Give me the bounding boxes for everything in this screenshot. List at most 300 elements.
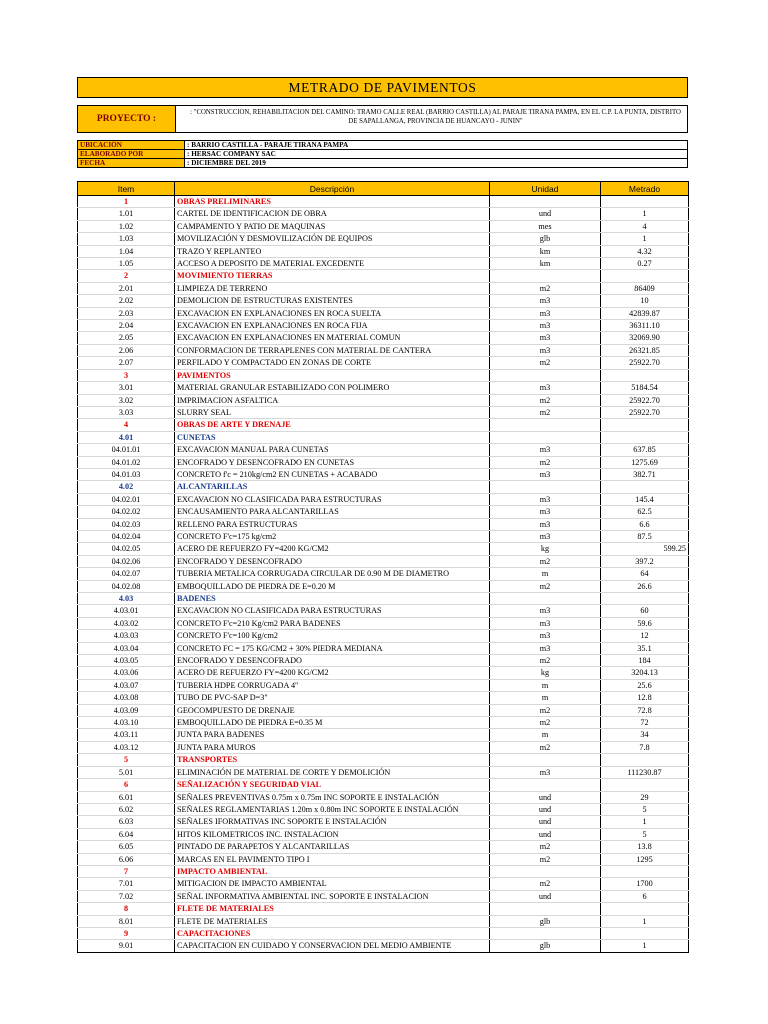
- cell-metrado: 184: [601, 655, 689, 667]
- table-row: [78, 816, 689, 828]
- cell-metrado: [601, 903, 689, 915]
- table-row: [78, 245, 689, 257]
- cell-metrado: 5: [601, 828, 689, 840]
- cell-metrado: 599.25: [601, 543, 689, 555]
- cell-unidad: m2: [490, 282, 601, 294]
- cell-unidad: m3: [490, 617, 601, 629]
- info-row-elaborado: [78, 150, 688, 159]
- cell-item: 4.03.05: [78, 655, 175, 667]
- cell-metrado: 7.8: [601, 741, 689, 753]
- cell-item: 1.04: [78, 245, 175, 257]
- project-label: PROYECTO :: [78, 106, 176, 132]
- cell-descripcion: SEÑALES REGLAMENTARIAS 1.20m x 0.80m INC SOPORTE E INSTALACIÓN: [175, 803, 490, 815]
- cell-descripcion: DEMOLICION DE ESTRUCTURAS EXISTENTES: [175, 295, 490, 307]
- cell-unidad: m2: [490, 717, 601, 729]
- cell-metrado: 6.6: [601, 518, 689, 530]
- cell-item: 9: [78, 927, 175, 939]
- cell-unidad: m2: [490, 406, 601, 418]
- cell-descripcion: CARTEL DE IDENTIFICACION DE OBRA: [175, 208, 490, 220]
- cell-unidad: m3: [490, 307, 601, 319]
- cell-item: 6.05: [78, 841, 175, 853]
- cell-descripcion: ELIMINACIÓN DE MATERIAL DE CORTE Y DEMOLICIÓN: [175, 766, 490, 778]
- cell-metrado: 1700: [601, 878, 689, 890]
- subsection-row: [78, 593, 689, 605]
- info-key: FECHA: [78, 159, 185, 168]
- table-row: [78, 791, 689, 803]
- cell-item: 1.02: [78, 220, 175, 232]
- cell-descripcion: CONCRETO F'c=100 Kg/cm2: [175, 630, 490, 642]
- cell-item: 3: [78, 369, 175, 381]
- cell-unidad: [490, 754, 601, 766]
- cell-unidad: m2: [490, 580, 601, 592]
- cell-metrado: 59.6: [601, 617, 689, 629]
- table-row: [78, 828, 689, 840]
- cell-descripcion: EMBOQUILLADO DE PIEDRA DE E=0.20 M: [175, 580, 490, 592]
- cell-descripcion: TRAZO Y REPLANTEO: [175, 245, 490, 257]
- cell-unidad: kg: [490, 543, 601, 555]
- cell-descripcion: CONCRETO F'c=175 kg/cm2: [175, 530, 490, 542]
- cell-unidad: m3: [490, 382, 601, 394]
- cell-unidad: m2: [490, 853, 601, 865]
- cell-item: 1: [78, 196, 175, 208]
- cell-unidad: m2: [490, 841, 601, 853]
- cell-descripcion: JUNTA PARA BADENES: [175, 729, 490, 741]
- cell-descripcion: SLURRY SEAL: [175, 406, 490, 418]
- cell-item: 7.01: [78, 878, 175, 890]
- table-row: [78, 258, 689, 270]
- cell-descripcion: ENCAUSAMIENTO PARA ALCANTARILLAS: [175, 506, 490, 518]
- cell-metrado: 637.85: [601, 444, 689, 456]
- cell-metrado: 1: [601, 915, 689, 927]
- cell-descripcion: CAMPAMENTO Y PATIO DE MAQUINAS: [175, 220, 490, 232]
- cell-unidad: m3: [490, 630, 601, 642]
- cell-item: 04.01.01: [78, 444, 175, 456]
- cell-descripcion: RELLENO PARA ESTRUCTURAS: [175, 518, 490, 530]
- cell-unidad: [490, 865, 601, 877]
- cell-item: 2.02: [78, 295, 175, 307]
- cell-item: 8: [78, 903, 175, 915]
- cell-descripcion: FLETE DE MATERIALES: [175, 915, 490, 927]
- cell-item: 5.01: [78, 766, 175, 778]
- cell-unidad: [490, 270, 601, 282]
- cell-unidad: und: [490, 828, 601, 840]
- cell-unidad: glb: [490, 940, 601, 952]
- cell-metrado: 36311.10: [601, 320, 689, 332]
- cell-metrado: 0.27: [601, 258, 689, 270]
- cell-descripcion: ENCOFRADO Y DESENCOFRADO: [175, 555, 490, 567]
- cell-metrado: [601, 865, 689, 877]
- table-row: [78, 530, 689, 542]
- cell-descripcion: CAPACITACIONES: [175, 927, 490, 939]
- info-row-fecha: [78, 159, 688, 168]
- cell-item: 04.02.03: [78, 518, 175, 530]
- info-key: UBICACIÓN: [78, 141, 185, 150]
- table-row: [78, 679, 689, 691]
- cell-item: 04.02.01: [78, 493, 175, 505]
- table-row: [78, 580, 689, 592]
- cell-unidad: m2: [490, 878, 601, 890]
- cell-metrado: 35.1: [601, 642, 689, 654]
- cell-item: 4.01: [78, 431, 175, 443]
- cell-descripcion: HITOS KILOMETRICOS INC. INSTALACION: [175, 828, 490, 840]
- cell-unidad: m2: [490, 394, 601, 406]
- cell-metrado: [601, 754, 689, 766]
- cell-unidad: km: [490, 245, 601, 257]
- cell-metrado: 3204.13: [601, 667, 689, 679]
- cell-descripcion: CONFORMACION DE TERRAPLENES CON MATERIAL DE CANTERA: [175, 344, 490, 356]
- table-row: [78, 493, 689, 505]
- cell-item: 3.01: [78, 382, 175, 394]
- cell-descripcion: SEÑALES PREVENTIVAS 0.75m x 0.75m INC SOPORTE E INSTALACIÓN: [175, 791, 490, 803]
- cell-item: 3.02: [78, 394, 175, 406]
- cell-unidad: m2: [490, 456, 601, 468]
- cell-metrado: 4: [601, 220, 689, 232]
- cell-item: 4.03.02: [78, 617, 175, 629]
- cell-unidad: [490, 369, 601, 381]
- cell-unidad: m2: [490, 655, 601, 667]
- column-header-unidad: Unidad: [490, 182, 601, 196]
- cell-descripcion: ACERO DE REFUERZO FY=4200 KG/CM2: [175, 667, 490, 679]
- cell-metrado: [601, 779, 689, 791]
- cell-descripcion: EXCAVACION NO CLASIFICADA PARA ESTRUCTURAS: [175, 605, 490, 617]
- cell-unidad: [490, 419, 601, 431]
- cell-unidad: [490, 481, 601, 493]
- info-value: : DICIEMBRE DEL 2019: [185, 159, 688, 168]
- table-row: [78, 456, 689, 468]
- cell-descripcion: TUBO DE PVC-SAP D=3": [175, 692, 490, 704]
- info-row-ubicacion: [78, 141, 688, 150]
- cell-unidad: m2: [490, 741, 601, 753]
- cell-descripcion: GEOCOMPUESTO DE DRENAJE: [175, 704, 490, 716]
- cell-unidad: [490, 903, 601, 915]
- table-row: [78, 667, 689, 679]
- cell-unidad: m3: [490, 506, 601, 518]
- cell-item: 4.03.12: [78, 741, 175, 753]
- cell-unidad: m3: [490, 444, 601, 456]
- cell-metrado: [601, 431, 689, 443]
- cell-item: 2: [78, 270, 175, 282]
- table-row: [78, 543, 689, 555]
- cell-unidad: [490, 431, 601, 443]
- cell-unidad: m: [490, 692, 601, 704]
- cell-unidad: m3: [490, 518, 601, 530]
- info-value: : BARRIO CASTILLA - PARAJE TIRANA PAMPA: [185, 141, 688, 150]
- cell-descripcion: SEÑALES IFORMATIVAS INC SOPORTE E INSTALACIÓN: [175, 816, 490, 828]
- cell-unidad: kg: [490, 667, 601, 679]
- cell-item: 4.03.09: [78, 704, 175, 716]
- cell-unidad: m3: [490, 642, 601, 654]
- cell-descripcion: PAVIMENTOS: [175, 369, 490, 381]
- cell-metrado: 5: [601, 803, 689, 815]
- cell-metrado: 10: [601, 295, 689, 307]
- cell-metrado: 6: [601, 890, 689, 902]
- cell-item: 4.03.08: [78, 692, 175, 704]
- cell-descripcion: ACERO DE REFUERZO FY=4200 KG/CM2: [175, 543, 490, 555]
- cell-item: 04.02.05: [78, 543, 175, 555]
- cell-metrado: 13.8: [601, 841, 689, 853]
- section-row: [78, 196, 689, 208]
- cell-descripcion: MITIGACION DE IMPACTO AMBIENTAL: [175, 878, 490, 890]
- cell-descripcion: ALCANTARILLAS: [175, 481, 490, 493]
- metrado-table: [77, 181, 689, 953]
- cell-item: 7: [78, 865, 175, 877]
- table-row: [78, 692, 689, 704]
- info-key: ELABORADO POR: [78, 150, 185, 159]
- cell-item: 2.03: [78, 307, 175, 319]
- info-value: : HERSAC COMPANY SAC: [185, 150, 688, 159]
- cell-unidad: m3: [490, 605, 601, 617]
- table-row: [78, 630, 689, 642]
- cell-unidad: [490, 927, 601, 939]
- table-row: [78, 332, 689, 344]
- cell-unidad: und: [490, 890, 601, 902]
- document-title: METRADO DE PAVIMENTOS: [77, 77, 688, 98]
- cell-metrado: 1: [601, 940, 689, 952]
- cell-descripcion: MARCAS EN EL PAVIMENTO TIPO I: [175, 853, 490, 865]
- cell-descripcion: ENCOFRADO Y DESENCOFRADO: [175, 655, 490, 667]
- cell-unidad: und: [490, 803, 601, 815]
- table-row: [78, 282, 689, 294]
- cell-item: 3.03: [78, 406, 175, 418]
- cell-metrado: 1: [601, 233, 689, 245]
- cell-item: 4.03.10: [78, 717, 175, 729]
- table-row: [78, 940, 689, 952]
- cell-descripcion: JUNTA PARA MUROS: [175, 741, 490, 753]
- table-row: [78, 394, 689, 406]
- cell-descripcion: MOVILIZACIÓN Y DESMOVILIZACIÓN DE EQUIPOS: [175, 233, 490, 245]
- cell-unidad: m2: [490, 555, 601, 567]
- table-row: [78, 915, 689, 927]
- cell-item: 6.06: [78, 853, 175, 865]
- cell-unidad: m3: [490, 344, 601, 356]
- cell-item: 4.02: [78, 481, 175, 493]
- cell-item: 4.03.11: [78, 729, 175, 741]
- table-row: [78, 655, 689, 667]
- cell-descripcion: LIMPIEZA DE TERRENO: [175, 282, 490, 294]
- cell-item: 7.02: [78, 890, 175, 902]
- section-row: [78, 369, 689, 381]
- cell-item: 6.04: [78, 828, 175, 840]
- table-row: [78, 518, 689, 530]
- cell-item: 8.01: [78, 915, 175, 927]
- table-row: [78, 853, 689, 865]
- cell-metrado: [601, 419, 689, 431]
- cell-metrado: 87.5: [601, 530, 689, 542]
- cell-descripcion: EXCAVACION EN EXPLANACIONES EN ROCA SUELTA: [175, 307, 490, 319]
- cell-metrado: 4.32: [601, 245, 689, 257]
- cell-item: 4: [78, 419, 175, 431]
- table-row: [78, 890, 689, 902]
- table-row: [78, 444, 689, 456]
- cell-descripcion: FLETE DE MATERIALES: [175, 903, 490, 915]
- table-body: [78, 196, 689, 953]
- cell-metrado: 29: [601, 791, 689, 803]
- cell-metrado: [601, 196, 689, 208]
- cell-unidad: m: [490, 729, 601, 741]
- cell-metrado: 382.71: [601, 468, 689, 480]
- cell-metrado: [601, 927, 689, 939]
- cell-metrado: 111230.87: [601, 766, 689, 778]
- cell-descripcion: CONCRETO F'c=210 Kg/cm2 PARA BADENES: [175, 617, 490, 629]
- cell-metrado: 25.6: [601, 679, 689, 691]
- cell-metrado: 397.2: [601, 555, 689, 567]
- table-row: [78, 233, 689, 245]
- section-row: [78, 754, 689, 766]
- cell-unidad: m3: [490, 468, 601, 480]
- table-row: [78, 344, 689, 356]
- cell-descripcion: IMPRIMACION ASFALTICA: [175, 394, 490, 406]
- cell-descripcion: TRANSPORTES: [175, 754, 490, 766]
- table-row: [78, 307, 689, 319]
- cell-item: 2.04: [78, 320, 175, 332]
- cell-descripcion: EMBOQUILLADO DE PIEDRA E=0.35 M: [175, 717, 490, 729]
- cell-unidad: und: [490, 791, 601, 803]
- cell-descripcion: BADENES: [175, 593, 490, 605]
- cell-item: 2.06: [78, 344, 175, 356]
- table-row: [78, 841, 689, 853]
- table-row: [78, 642, 689, 654]
- cell-descripcion: CONCRETO FC = 175 KG/CM2 + 30% PIEDRA MEDIANA: [175, 642, 490, 654]
- cell-descripcion: SEÑAL INFORMATIVA AMBIENTAL INC. SOPORTE E INSTALACION: [175, 890, 490, 902]
- cell-metrado: 42839.87: [601, 307, 689, 319]
- cell-metrado: 1275.69: [601, 456, 689, 468]
- cell-descripcion: CONCRETO f'c = 210kg/cm2 EN CUNETAS + ACABADO: [175, 468, 490, 480]
- project-row: [77, 105, 688, 133]
- table-row: [78, 605, 689, 617]
- cell-metrado: 32069.90: [601, 332, 689, 344]
- table-row: [78, 220, 689, 232]
- cell-metrado: 34: [601, 729, 689, 741]
- cell-item: 4.03.06: [78, 667, 175, 679]
- cell-unidad: m3: [490, 320, 601, 332]
- cell-unidad: glb: [490, 233, 601, 245]
- table-row: [78, 766, 689, 778]
- table-header: [78, 182, 689, 196]
- section-row: [78, 779, 689, 791]
- cell-metrado: [601, 270, 689, 282]
- cell-item: 2.07: [78, 357, 175, 369]
- table-row: [78, 803, 689, 815]
- cell-unidad: [490, 779, 601, 791]
- cell-unidad: mes: [490, 220, 601, 232]
- cell-unidad: [490, 196, 601, 208]
- cell-metrado: [601, 369, 689, 381]
- cell-descripcion: CUNETAS: [175, 431, 490, 443]
- table-row: [78, 704, 689, 716]
- cell-unidad: glb: [490, 915, 601, 927]
- cell-item: 6.03: [78, 816, 175, 828]
- cell-descripcion: TUBERIA METALICA CORRUGADA CIRCULAR DE 0.90 M DE DIAMETRO: [175, 568, 490, 580]
- cell-unidad: m2: [490, 357, 601, 369]
- cell-unidad: m3: [490, 295, 601, 307]
- cell-item: 9.01: [78, 940, 175, 952]
- table-row: [78, 555, 689, 567]
- info-table: [77, 140, 688, 168]
- cell-metrado: 25922.70: [601, 357, 689, 369]
- cell-item: 04.01.03: [78, 468, 175, 480]
- table-row: [78, 208, 689, 220]
- column-header-item: Item: [78, 182, 175, 196]
- cell-item: 4.03: [78, 593, 175, 605]
- cell-metrado: 72: [601, 717, 689, 729]
- cell-unidad: [490, 593, 601, 605]
- cell-descripcion: PERFILADO Y COMPACTADO EN ZONAS DE CORTE: [175, 357, 490, 369]
- cell-metrado: 26321.85: [601, 344, 689, 356]
- cell-descripcion: SEÑALIZACIÓN Y SEGURIDAD VIAL: [175, 779, 490, 791]
- cell-item: 4.03.01: [78, 605, 175, 617]
- section-row: [78, 419, 689, 431]
- table-row: [78, 357, 689, 369]
- cell-descripcion: PINTADO DE PARAPETOS Y ALCANTARILLAS: [175, 841, 490, 853]
- cell-descripcion: ACCESO A DEPOSITO DE MATERIAL EXCEDENTE: [175, 258, 490, 270]
- table-row: [78, 295, 689, 307]
- cell-descripcion: EXCAVACION NO CLASIFICADA PARA ESTRUCTURAS: [175, 493, 490, 505]
- cell-item: 1.01: [78, 208, 175, 220]
- section-row: [78, 903, 689, 915]
- subsection-row: [78, 431, 689, 443]
- cell-unidad: m3: [490, 766, 601, 778]
- cell-descripcion: MATERIAL GRANULAR ESTABILIZADO CON POLIMERO: [175, 382, 490, 394]
- table-row: [78, 617, 689, 629]
- cell-metrado: 25922.70: [601, 394, 689, 406]
- cell-unidad: m3: [490, 332, 601, 344]
- cell-item: 6.02: [78, 803, 175, 815]
- cell-item: 4.03.03: [78, 630, 175, 642]
- cell-unidad: m2: [490, 704, 601, 716]
- cell-metrado: 72.8: [601, 704, 689, 716]
- cell-unidad: km: [490, 258, 601, 270]
- cell-item: 2.05: [78, 332, 175, 344]
- project-description: : "CONSTRUCCION, REHABILITACION DEL CAMINO: TRAMO CALLE REAL (BARRIO CASTILLA) AL PARAJE TIRANA PAMPA, EN EL C.P. LA PUNTA, DISTRITO DE SAPALLANGA, PROVINCIA DE HUANCAYO - JUNIN": [190, 109, 681, 125]
- cell-item: 04.01.02: [78, 456, 175, 468]
- cell-item: 04.02.07: [78, 568, 175, 580]
- cell-item: 04.02.02: [78, 506, 175, 518]
- table-row: [78, 406, 689, 418]
- cell-descripcion: EXCAVACION MANUAL PARA CUNETAS: [175, 444, 490, 456]
- section-row: [78, 270, 689, 282]
- table-row: [78, 568, 689, 580]
- cell-metrado: 1: [601, 816, 689, 828]
- cell-item: 4.03.04: [78, 642, 175, 654]
- cell-unidad: m: [490, 679, 601, 691]
- table-row: [78, 878, 689, 890]
- table-row: [78, 506, 689, 518]
- table-row: [78, 729, 689, 741]
- table-row: [78, 468, 689, 480]
- cell-unidad: und: [490, 816, 601, 828]
- cell-descripcion: TUBERIA HDPE CORRUGADA 4": [175, 679, 490, 691]
- cell-descripcion: OBRAS PRELIMINARES: [175, 196, 490, 208]
- cell-unidad: m: [490, 568, 601, 580]
- subsection-row: [78, 481, 689, 493]
- table-row: [78, 717, 689, 729]
- cell-metrado: 26.6: [601, 580, 689, 592]
- cell-descripcion: MOVIMIENTO TIERRAS: [175, 270, 490, 282]
- cell-item: 6.01: [78, 791, 175, 803]
- cell-unidad: m3: [490, 530, 601, 542]
- cell-item: 2.01: [78, 282, 175, 294]
- cell-metrado: [601, 593, 689, 605]
- cell-unidad: m3: [490, 493, 601, 505]
- cell-descripcion: CAPACITACION EN CUIDADO Y CONSERVACION DEL MEDIO AMBIENTE: [175, 940, 490, 952]
- cell-metrado: 62.5: [601, 506, 689, 518]
- cell-metrado: 1: [601, 208, 689, 220]
- cell-item: 1.03: [78, 233, 175, 245]
- table-row: [78, 382, 689, 394]
- table-row: [78, 320, 689, 332]
- cell-descripcion: EXCAVACION EN EXPLANACIONES EN MATERIAL COMUN: [175, 332, 490, 344]
- column-header-descripcion: Descripción: [175, 182, 490, 196]
